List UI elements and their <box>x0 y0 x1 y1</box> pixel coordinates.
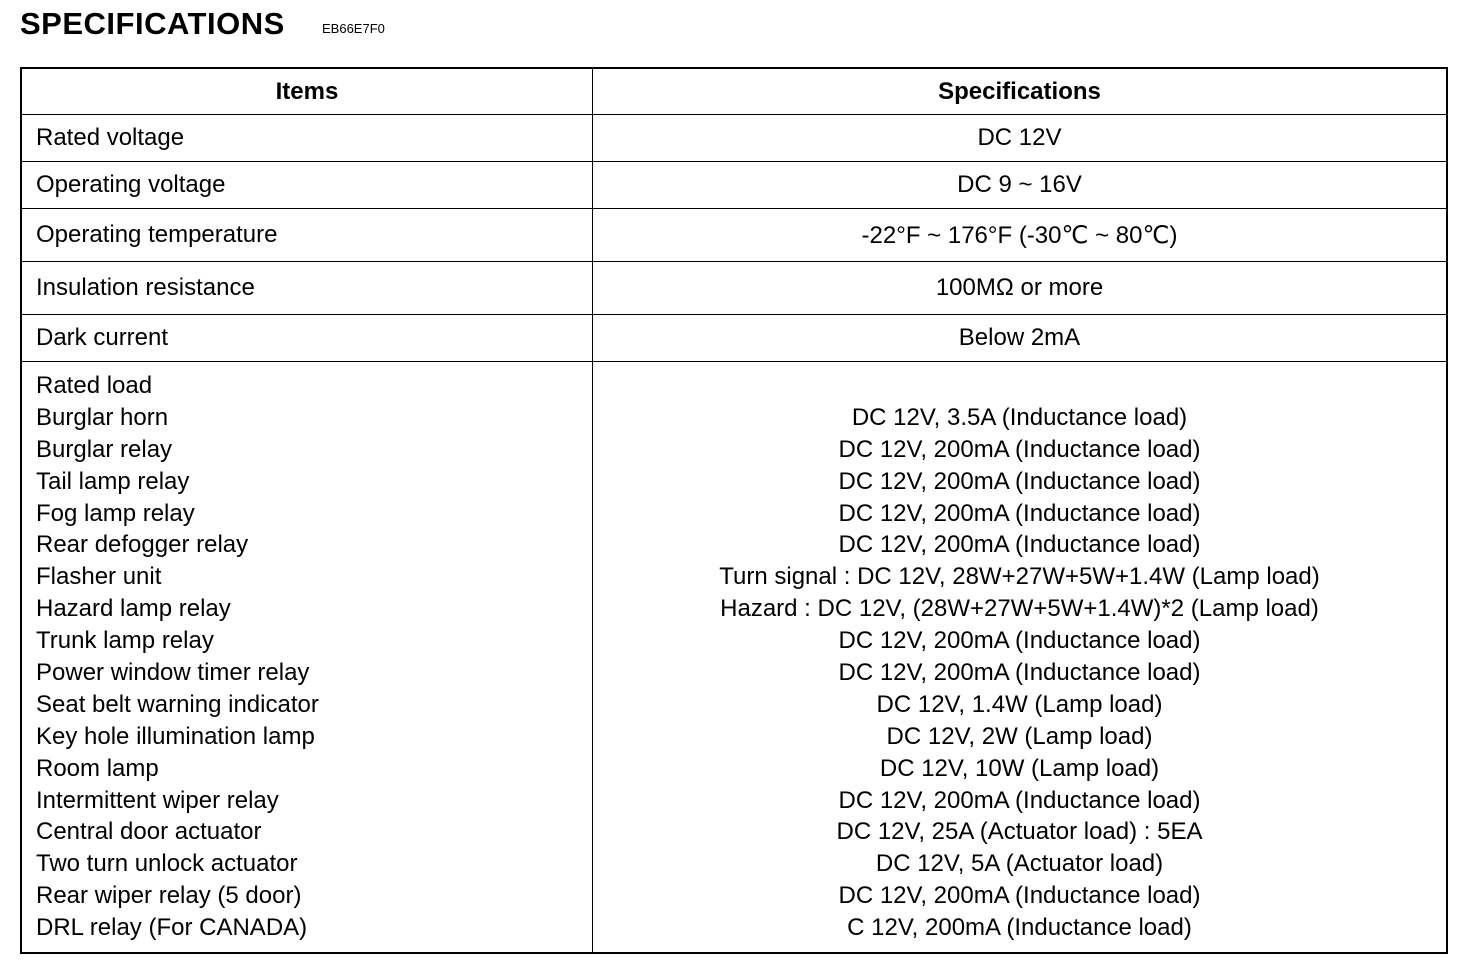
table-header-row <box>21 68 1447 115</box>
load-item: Rear wiper relay (5 door) <box>36 882 302 910</box>
spacer <box>607 370 1432 402</box>
rated-load-label: Rated load <box>36 372 153 399</box>
load-item: Seat belt warning indicator <box>36 690 319 718</box>
load-spec: DC 12V, 3.5A (Inductance load) <box>851 403 1188 431</box>
load-item: Intermittent wiper relay <box>36 786 279 814</box>
table-row <box>21 115 1447 162</box>
load-spec: DC 12V, 10W (Lamp load) <box>879 754 1160 782</box>
load-item: Key hole illumination lamp <box>36 722 315 750</box>
load-item: Two turn unlock actuator <box>36 850 298 878</box>
column-header-specifications: Specifications <box>593 68 1448 115</box>
load-spec: Turn signal : DC 12V, 28W+27W+5W+1.4W (Lamp load) <box>719 563 1320 591</box>
specifications-table <box>20 67 1448 954</box>
load-spec: DC 12V, 200mA (Inductance load) <box>838 499 1201 527</box>
column-header-items: Items <box>21 68 593 115</box>
load-item: DRL relay (For CANADA) <box>36 914 308 942</box>
load-item: Tail lamp relay <box>36 467 190 495</box>
load-item: Burglar horn <box>36 403 169 431</box>
table-row <box>21 209 1447 262</box>
spec-cell: DC 12V <box>593 115 1448 162</box>
load-spec: DC 12V, 2W (Lamp load) <box>886 722 1153 750</box>
page-title: SPECIFICATIONS <box>20 6 285 41</box>
load-spec: DC 12V, 200mA (Inductance load) <box>838 786 1201 814</box>
load-spec: DC 12V, 200mA (Inductance load) <box>838 435 1201 463</box>
item-cell: Operating voltage <box>21 162 593 209</box>
load-items-cell <box>21 362 593 954</box>
item-cell: Dark current <box>21 315 593 362</box>
load-item: Central door actuator <box>36 818 262 846</box>
load-item: Burglar relay <box>36 435 173 463</box>
item-cell: Rated voltage <box>21 115 593 162</box>
item-cell: Operating temperature <box>21 209 593 262</box>
table-row <box>21 315 1447 362</box>
table-row <box>21 162 1447 209</box>
load-spec: DC 12V, 200mA (Inductance load) <box>838 882 1201 910</box>
load-spec: DC 12V, 1.4W (Lamp load) <box>876 690 1163 718</box>
spec-cell: 100MΩ or more <box>593 262 1448 315</box>
load-spec: DC 12V, 200mA (Inductance load) <box>838 627 1201 655</box>
load-spec: DC 12V, 25A (Actuator load) : 5EA <box>836 818 1203 846</box>
load-item: Room lamp <box>36 754 159 782</box>
load-spec: DC 12V, 200mA (Inductance load) <box>838 659 1201 687</box>
spec-cell: -22°F ~ 176°F (-30℃ ~ 80℃) <box>593 209 1448 262</box>
spec-cell: Below 2mA <box>593 315 1448 362</box>
load-spec: DC 12V, 200mA (Inductance load) <box>838 467 1201 495</box>
load-item: Fog lamp relay <box>36 499 195 527</box>
load-spec: DC 12V, 200mA (Inductance load) <box>838 531 1201 559</box>
rated-load-row <box>21 362 1447 954</box>
item-cell: Insulation resistance <box>21 262 593 315</box>
load-item: Trunk lamp relay <box>36 627 214 655</box>
load-item: Power window timer relay <box>36 659 310 687</box>
table-row <box>21 262 1447 315</box>
document-code: EB66E7F0 <box>322 21 385 36</box>
load-item: Flasher unit <box>36 563 162 591</box>
load-spec: Hazard : DC 12V, (28W+27W+5W+1.4W)*2 (Lamp load) <box>720 595 1319 623</box>
load-spec: DC 12V, 5A (Actuator load) <box>875 850 1164 878</box>
load-spec: C 12V, 200mA (Inductance load) <box>847 914 1192 942</box>
load-specs-cell <box>593 362 1448 954</box>
load-item: Hazard lamp relay <box>36 595 231 623</box>
spec-cell: DC 9 ~ 16V <box>593 162 1448 209</box>
load-item: Rear defogger relay <box>36 531 249 559</box>
